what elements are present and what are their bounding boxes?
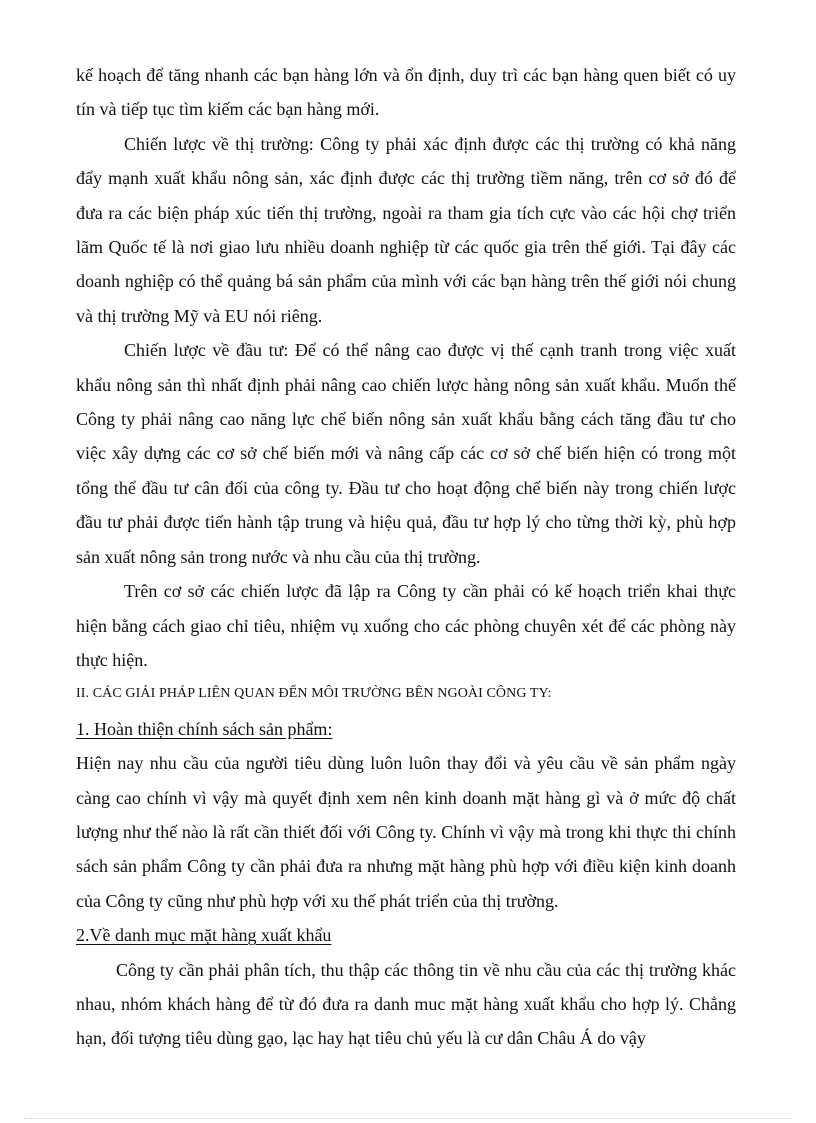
- paragraph-investment-strategy: Chiến lược về đầu tư: Để có thể nâng cao được vị thế cạnh tranh trong việc xuất khẩu nông sản thì nhất định phải nâng cao chiến lược hàng nông sản xuất khẩu. Muốn thế Công ty phải nâng cao năng lực chế biến nông sản xuất khẩu bằng cách tăng đầu tư cho việc xây dựng các cơ sở chế biến mới và nâng cấp các cơ sở chế biến hiện có trong một tổng thể đầu tư cân đối của công ty. Đầu tư cho hoạt động chế biến này trong chiến lược đầu tư phải được tiến hành tập trung và hiệu quả, đầu tư hợp lý cho từng thời kỳ, phù hợp sản xuất nông sản trong nước và nhu cầu của thị trường.: [76, 340, 736, 567]
- paragraph-continuation: kế hoạch để tăng nhanh các bạn hàng lớn và ổn định, duy trì các bạn hàng quen biết có uy tín và tiếp tục tìm kiếm các bạn hàng mới.: [76, 65, 736, 120]
- paragraph-implementation: Trên cơ sở các chiến lược đã lập ra Công ty cần phải có kế hoạch triển khai thực hiện bằng cách giao chỉ tiêu, nhiệm vụ xuống cho các phòng chuyên xét để các phòng này thực hiện.: [76, 581, 736, 670]
- paragraph-product-policy: Hiện nay nhu cầu của người tiêu dùng luôn luôn thay đổi và yêu cầu về sản phẩm ngày càng cao chính vì vậy mà quyết định xem nên kinh doanh mặt hàng gì và ở mức độ chất lượng như thế nào là rất cần thiết đối với Công ty. Chính vì vậy mà trong khi thực thi chính sách sản phẩm Công ty cần phải đưa ra nhưng mặt hàng phù hợp với điều kiện kinh doanh của Công ty cũng như phù hợp với xu thế phát triển của thị trường.: [76, 753, 736, 911]
- paragraph-export-list: Công ty cần phải phân tích, thu thập các thông tin về nhu cầu của các thị trường khác nhau, nhóm khách hàng để từ đó đưa ra danh muc mặt hàng xuất khẩu cho hợp lý. Chẳng hạn, đối tượng tiêu dùng gạo, lạc hay hạt tiêu chủ yếu là cư dân Châu Á do vậy: [76, 959, 736, 1049]
- page-bottom-rule: [24, 1118, 792, 1119]
- document-body: [76, 58, 736, 1056]
- subheading-product-policy: 1. Hoàn thiện chính sách sản phẩm:: [76, 718, 333, 739]
- section-heading-external-solutions: II. CÁC GIẢI PHÁP LIÊN QUAN ĐẾN MÔI TRƯỜNG BÊN NGOÀI CÔNG TY:: [76, 686, 552, 702]
- subheading-export-list: 2.Về danh mục mặt hàng xuất khẩu: [76, 925, 332, 946]
- paragraph-market-strategy: Chiến lược về thị trường: Công ty phải xác định được các thị trường có khả năng đẩy mạnh xuất khẩu nông sản, xác định được các thị trường tiềm năng, trên cơ sở đó để đưa ra các biện pháp xúc tiến thị trường, ngoài ra tham gia tích cực vào các hội chợ triển lãm Quốc tế là nơi giao lưu nhiều doanh nghiệp từ các quốc gia trên thế giới. Tại đây các doanh nghiệp có thể quảng bá sản phẩm của mình với các bạn hàng trên thế giới nói chung và thị trường Mỹ và EU nói riêng.: [76, 133, 736, 326]
